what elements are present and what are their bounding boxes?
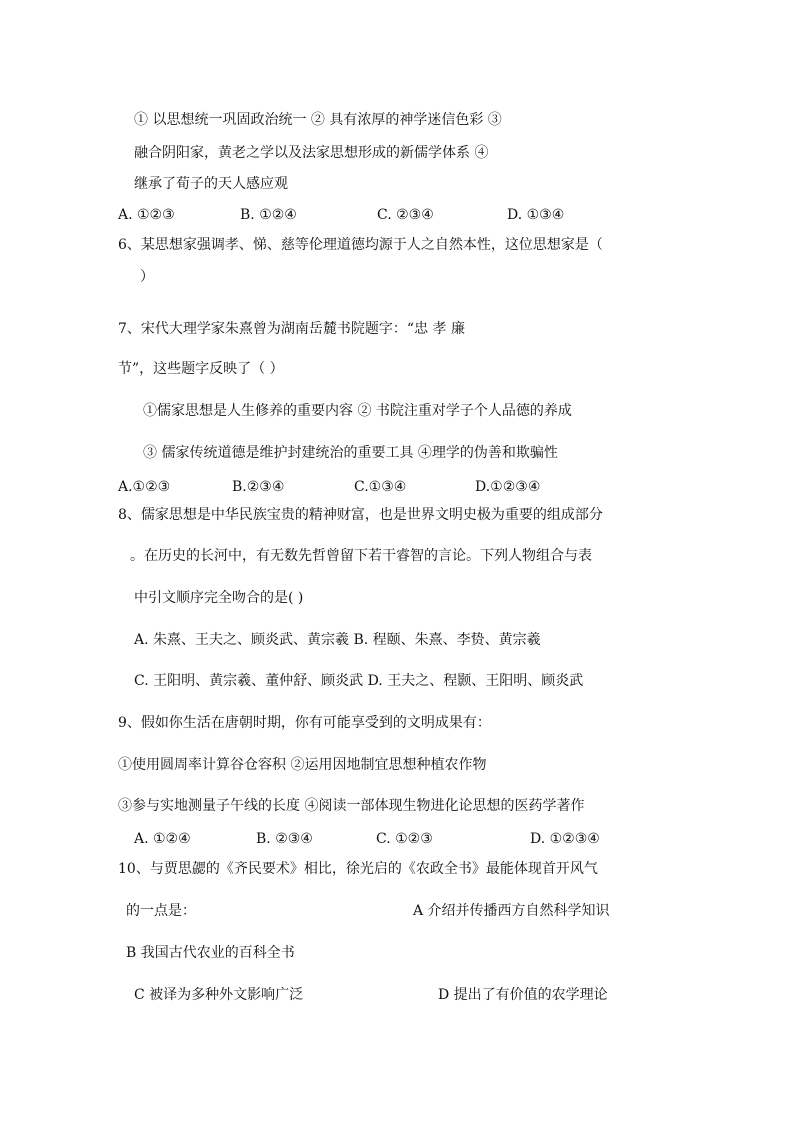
q8-option-line-1: A. 朱熹、王夫之、顾炎武、黄宗羲 B. 程颐、朱熹、李贽、黄宗羲 (134, 632, 541, 648)
q7-statement-line-1: ①儒家思想是人生修养的重要内容 ② 书院注重对学子个人品德的养成 (143, 403, 572, 419)
q5-statement-line-3: 继承了荀子的天人感应观 (134, 176, 288, 192)
q7-option-b: B.②③④ (232, 479, 285, 495)
q9-option-b: B. ②③④ (256, 831, 313, 847)
q9-statement-line-1: ①使用圆周率计算谷仓容积 ②运用因地制宜思想种植农作物 (118, 757, 487, 773)
q7-option-c: C.①③④ (354, 479, 407, 495)
q5-option-c: C. ②③④ (377, 207, 434, 223)
q5-option-a: A. ①②③ (118, 207, 175, 223)
q5-option-b: B. ①②④ (240, 207, 297, 223)
q5-statement-line-2: 融合阴阳家，黄老之学以及法家思想形成的新儒学体系 ④ (134, 145, 489, 161)
q6-stem-line-2: ） (140, 269, 154, 285)
q8-stem-line-1: 8、儒家思想是中华民族宝贵的精神财富，也是世界文明史极为重要的组成部分 (118, 507, 603, 523)
q7-statement-line-2: ③ 儒家传统道德是维护封建统治的重要工具 ④理学的伪善和欺骗性 (143, 445, 558, 461)
q5-option-d: D. ①③④ (507, 207, 565, 223)
q7-stem-line-2: 节”，这些题字反映了（ ） (118, 361, 284, 377)
q10-stem-line-1: 10、与贾思勰的《齐民要术》相比，徐光启的《农政全书》最能体现首开风气 (118, 861, 598, 877)
q8-option-line-2: C. 王阳明、黄宗羲、董仲舒、顾炎武 D. 王夫之、程颢、王阳明、顾炎武 (134, 673, 584, 689)
q9-option-a: A. ①②④ (134, 831, 191, 847)
q9-stem: 9、假如你生活在唐朝时期，你有可能享受到的文明成果有： (118, 715, 491, 731)
q10-stem-line-2: 的一点是： (126, 903, 196, 919)
q9-option-d: D. ①②③④ (530, 831, 600, 847)
q9-statement-line-2: ③参与实地测量子午线的长度 ④阅读一部体现生物进化论思想的医药学著作 (118, 798, 585, 814)
q10-option-a: A 介绍并传播西方自然科学知识 (413, 903, 610, 919)
q7-option-d: D.①②③④ (475, 479, 541, 495)
q9-option-c: C. ①②③ (376, 831, 433, 847)
q8-stem-line-3: 中引文顺序完全吻合的是( ) (134, 590, 304, 606)
q7-option-a: A.①②③ (118, 479, 171, 495)
q10-option-d: D 提出了有价值的农学理论 (438, 987, 608, 1003)
q10-option-c: C 被译为多种外文影响广泛 (134, 987, 304, 1003)
q5-statement-line-1: ① 以思想统一巩固政治统一 ② 具有浓厚的神学迷信色彩 ③ (134, 112, 502, 128)
q6-stem-line-1: 6、某思想家强调孝、悌、慈等伦理道德均源于人之自然本性，这位思想家是（ (118, 237, 603, 253)
q8-stem-line-2: 。在历史的长河中，有无数先哲曾留下若干睿智的言论。下列人物组合与表 (130, 548, 592, 564)
q7-stem-line-1: 7、宋代大理学家朱熹曾为湖南岳麓书院题字：“忠 孝 廉 (118, 321, 465, 337)
q10-option-b: B 我国古代农业的百科全书 (126, 945, 295, 961)
